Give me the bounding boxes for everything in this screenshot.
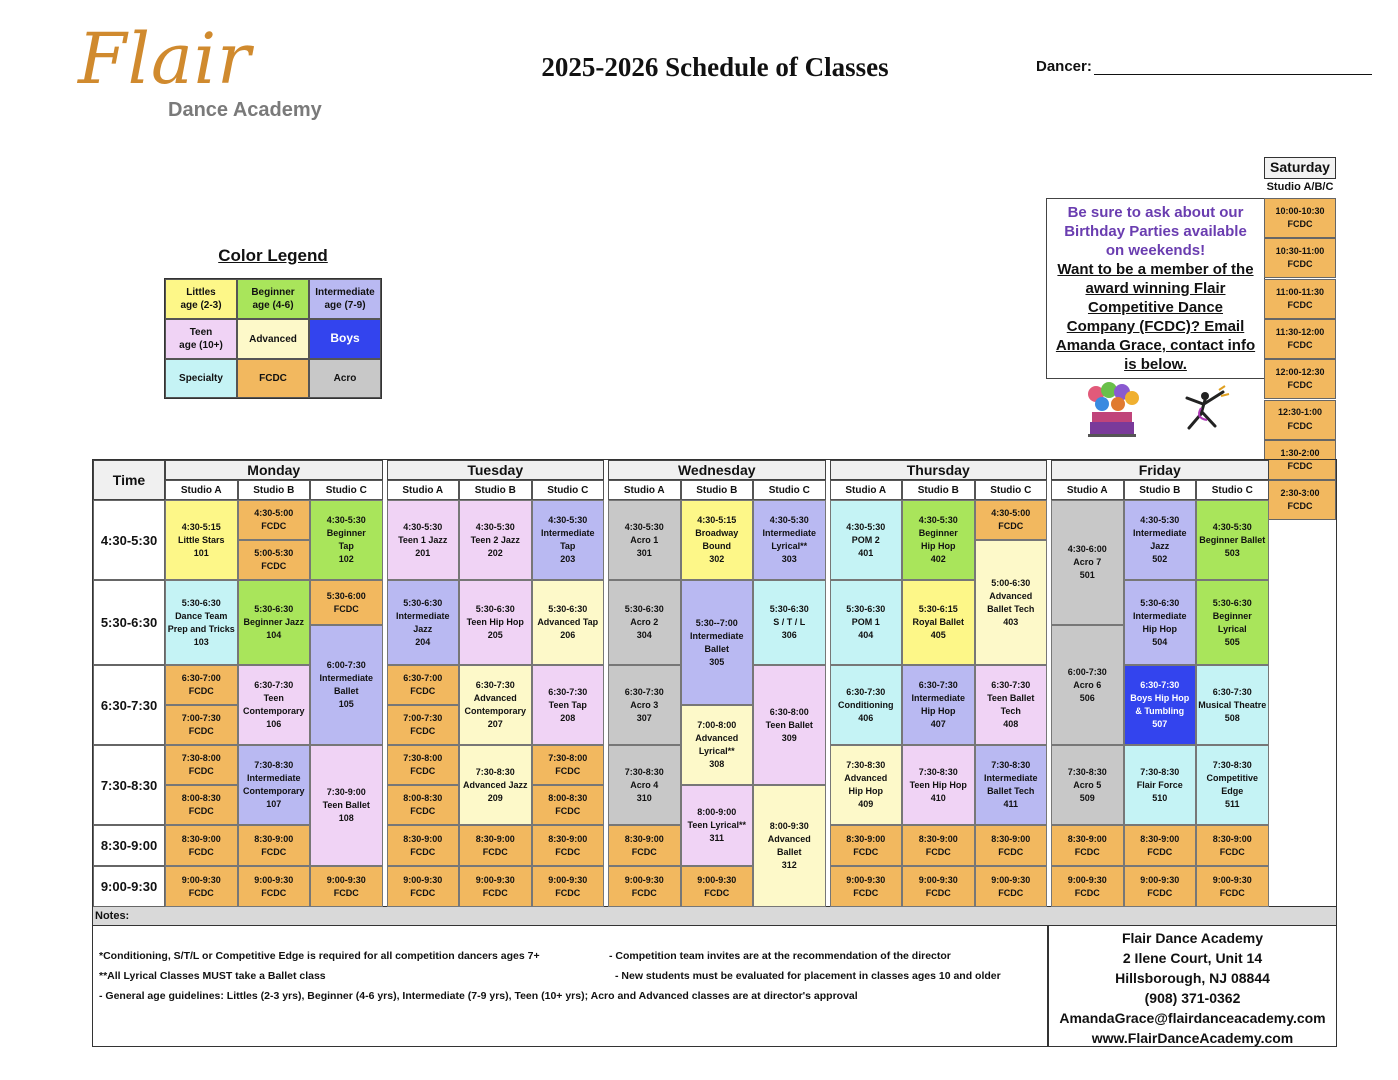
class-cell: 8:30-9:00 FCDC (165, 825, 238, 866)
studio-header: Studio C (532, 480, 605, 500)
dancer-name-field[interactable] (1036, 58, 1372, 75)
class-cell: 5:30--7:00 Intermediate Ballet 305 (681, 580, 754, 705)
class-cell: 7:00-7:30 FCDC (387, 705, 460, 745)
class-cell: 8:00-9:30 Advanced Ballet 312 (753, 785, 826, 907)
class-cell: 4:30-5:00 FCDC (238, 500, 311, 540)
academy-logo (78, 18, 368, 126)
class-cell: 6:30-8:00 Teen Ballet 309 (753, 665, 826, 785)
class-cell: 8:00-9:00 Teen Lyrical** 311 (681, 785, 754, 866)
legend-swatch: Advanced (237, 319, 309, 359)
studio-header: Studio B (459, 480, 532, 500)
promo-line: Be sure to ask about our (1067, 204, 1244, 221)
class-cell: 5:30-6:30 Advanced Tap 206 (532, 580, 605, 665)
time-slot-label: 5:30-6:30 (93, 580, 165, 665)
class-cell: 4:30-5:30 Intermediate Jazz 502 (1124, 500, 1197, 580)
class-cell: 4:30-5:30 Beginner Tap 102 (310, 500, 383, 580)
class-cell: 8:30-9:00 FCDC (902, 825, 975, 866)
class-cell: 8:30-9:00 FCDC (1124, 825, 1197, 866)
class-cell: 4:30-5:15 Broadway Bound 302 (681, 500, 754, 580)
class-cell: 8:30-9:00 FCDC (459, 825, 532, 866)
class-cell: 6:30-7:30 Teen Contemporary 106 (238, 665, 311, 745)
studio-header: Studio C (975, 480, 1048, 500)
promo-line: Competitive Dance (1087, 299, 1224, 316)
legend-swatch: Acro (309, 359, 381, 398)
contact-phone: (908) 371-0362 (1144, 990, 1241, 1006)
saturday-class: 10:30-11:00 FCDC (1264, 238, 1336, 278)
class-cell: 7:30-8:30 Advanced Hip Hop 409 (830, 745, 903, 825)
legend-swatch: Littles age (2-3) (165, 279, 237, 319)
class-cell: 5:00-5:30 FCDC (238, 540, 311, 580)
saturday-class: 11:00-11:30 FCDC (1264, 279, 1336, 319)
legend-swatch: Specialty (165, 359, 237, 398)
class-cell: 8:30-9:00 FCDC (387, 825, 460, 866)
contact-city: Hillsborough, NJ 08844 (1115, 970, 1270, 986)
studio-header: Studio A (387, 480, 460, 500)
studio-header: Studio C (1196, 480, 1269, 500)
class-cell: 8:30-9:00 FCDC (1196, 825, 1269, 866)
saturday-class: 11:30-12:00 FCDC (1264, 319, 1336, 359)
class-cell: 4:30-5:30 Acro 1 301 (608, 500, 681, 580)
class-cell: 7:30-8:30 Competitive Edge 511 (1196, 745, 1269, 825)
class-cell: 9:00-9:30 FCDC (387, 866, 460, 907)
class-cell: 4:30-5:30 POM 2 401 (830, 500, 903, 580)
page-title: 2025-2026 Schedule of Classes (541, 52, 889, 82)
class-cell: 6:30-7:00 FCDC (165, 665, 238, 705)
class-cell: 9:00-9:30 FCDC (1051, 866, 1124, 907)
class-cell: 6:30-7:30 Acro 3 307 (608, 665, 681, 745)
class-cell: 4:30-5:30 Intermediate Lyrical** 303 (753, 500, 826, 580)
class-cell: 5:30-6:30 Acro 2 304 (608, 580, 681, 665)
class-cell: 5:30-6:30 Dance Team Prep and Tricks 103 (165, 580, 238, 665)
class-cell: 9:00-9:30 FCDC (1196, 866, 1269, 907)
note-line: - Competition team invites are at the recommendation of the director (609, 950, 951, 962)
studio-header: Studio C (753, 480, 826, 500)
class-cell: 9:00-9:30 FCDC (238, 866, 311, 907)
time-slot-label: 7:30-8:30 (93, 745, 165, 825)
dancer-silhouette-icon (1175, 384, 1233, 436)
day-header: Friday (1051, 460, 1269, 480)
class-cell: 5:30-6:30 Beginner Jazz 104 (238, 580, 311, 665)
logo-subtitle: Dance Academy (168, 99, 322, 121)
legend-swatch: FCDC (237, 359, 309, 398)
notes-label: Notes: (92, 907, 1337, 926)
class-cell: 4:30-5:30 Teen 2 Jazz 202 (459, 500, 532, 580)
class-cell: 6:30-7:30 Teen Ballet Tech 408 (975, 665, 1048, 745)
time-column-header: Time (93, 460, 165, 500)
class-cell: 6:30-7:30 Musical Theatre 508 (1196, 665, 1269, 745)
class-cell: 5:30-6:00 FCDC (310, 580, 383, 625)
class-cell: 9:00-9:30 FCDC (1124, 866, 1197, 907)
day-header: Monday (165, 460, 383, 480)
class-cell: 7:30-8:30 Acro 4 310 (608, 745, 681, 825)
time-slot-label: 9:00-9:30 (93, 866, 165, 907)
studio-header: Studio A (165, 480, 238, 500)
class-cell: 5:30-6:30 Teen Hip Hop 205 (459, 580, 532, 665)
legend-swatch: Intermediate age (7-9) (309, 279, 381, 319)
day-header: Tuesday (387, 460, 605, 480)
promo-box (1046, 198, 1265, 379)
color-legend (164, 278, 382, 399)
studio-header: Studio B (902, 480, 975, 500)
contact-street: 2 Ilene Court, Unit 14 (1122, 950, 1263, 966)
class-cell: 6:30-7:30 Teen Tap 208 (532, 665, 605, 745)
day-header: Wednesday (608, 460, 826, 480)
class-cell: 6:00-7:30 Acro 6 506 (1051, 625, 1124, 745)
logo-script: Flair (78, 18, 252, 100)
dancer-name-line[interactable] (1094, 59, 1372, 75)
saturday-class: 12:00-12:30 FCDC (1264, 359, 1336, 399)
class-cell: 9:00-9:30 FCDC (310, 866, 383, 907)
promo-line: Amanda Grace, contact info (1055, 337, 1256, 354)
class-cell: 5:00-6:30 Advanced Ballet Tech 403 (975, 540, 1048, 665)
legend-swatch: Teen age (10+) (165, 319, 237, 359)
class-cell: 7:30-8:00 FCDC (532, 745, 605, 785)
class-cell: 4:30-5:30 Beginner Ballet 503 (1196, 500, 1269, 580)
saturday-class: 10:00-10:30 FCDC (1264, 198, 1336, 238)
promo-line: on weekends! (1105, 242, 1206, 259)
class-cell: 8:30-9:00 FCDC (608, 825, 681, 866)
class-cell: 9:00-9:30 FCDC (902, 866, 975, 907)
class-cell: 7:00-7:30 FCDC (165, 705, 238, 745)
time-slot-label: 8:30-9:00 (93, 825, 165, 866)
class-cell: 6:30-7:30 Intermediate Hip Hop 407 (902, 665, 975, 745)
legend-swatch: Boys (309, 319, 381, 359)
class-cell: 8:30-9:00 FCDC (1051, 825, 1124, 866)
class-cell: 7:30-8:30 Intermediate Contemporary 107 (238, 745, 311, 825)
class-cell: 4:30-5:30 Intermediate Tap 203 (532, 500, 605, 580)
time-slot-label: 6:30-7:30 (93, 665, 165, 745)
class-cell: 4:30-5:30 Beginner Hip Hop 402 (902, 500, 975, 580)
class-cell: 7:30-8:00 FCDC (165, 745, 238, 785)
day-header: Thursday (830, 460, 1048, 480)
dancer-label: Dancer: (1036, 58, 1092, 75)
class-cell: 9:00-9:30 FCDC (532, 866, 605, 907)
class-cell: 4:30-5:30 Teen 1 Jazz 201 (387, 500, 460, 580)
class-cell: 7:00-8:00 Advanced Lyrical** 308 (681, 705, 754, 785)
legend-title: Color Legend (218, 246, 328, 265)
class-cell: 7:30-9:00 Teen Ballet 108 (310, 745, 383, 866)
class-cell: 6:00-7:30 Intermediate Ballet 105 (310, 625, 383, 745)
saturday-class: 1:30-2:00 FCDC (1264, 440, 1336, 480)
class-cell: 9:00-9:30 FCDC (975, 866, 1048, 907)
promo-line: Company (FCDC)? Email (1066, 318, 1245, 335)
promo-line: Birthday Parties available (1064, 223, 1247, 240)
class-cell: 4:30-5:00 FCDC (975, 500, 1048, 540)
studio-header: Studio A (1051, 480, 1124, 500)
class-cell: 6:30-7:30 Boys Hip Hop & Tumbling 507 (1124, 665, 1197, 745)
notes-box (92, 926, 1048, 1047)
contact-email[interactable]: AmandaGrace@flairdanceacademy.com (1059, 1010, 1326, 1026)
note-line: **All Lyrical Classes MUST take a Ballet class (99, 970, 326, 982)
class-cell: 5:30-6:30 POM 1 404 (830, 580, 903, 665)
class-cell: 8:30-9:00 FCDC (532, 825, 605, 866)
class-cell: 7:30-8:30 Teen Hip Hop 410 (902, 745, 975, 825)
contact-name: Flair Dance Academy (1121, 930, 1264, 946)
studio-header: Studio B (681, 480, 754, 500)
contact-info (1048, 926, 1337, 1047)
class-cell: 7:30-8:30 Intermediate Ballet Tech 411 (975, 745, 1048, 825)
class-cell: 8:00-8:30 FCDC (532, 785, 605, 825)
legend-swatch: Beginner age (4-6) (237, 279, 309, 319)
note-line: - New students must be evaluated for placement in classes ages 10 and older (615, 970, 1001, 982)
promo-line: award winning Flair (1085, 280, 1226, 297)
class-cell: 7:30-8:30 Advanced Jazz 209 (459, 745, 532, 825)
class-cell: 7:30-8:30 Acro 5 509 (1051, 745, 1124, 825)
class-cell: 6:30-7:30 Conditioning 406 (830, 665, 903, 745)
class-cell: 8:00-8:30 FCDC (165, 785, 238, 825)
class-cell: 6:30-7:30 Advanced Contemporary 207 (459, 665, 532, 745)
studio-header: Studio B (1124, 480, 1197, 500)
note-line: - General age guidelines: Littles (2-3 yrs), Beginner (4-6 yrs), Intermediate (7-9 yrs), Teen (10+ yrs); Acro and Advanced classes are at director's approval (99, 990, 858, 1002)
saturday-header: Saturday (1264, 157, 1336, 179)
studio-header: Studio A (608, 480, 681, 500)
saturday-studio-header: Studio A/B/C (1266, 181, 1334, 193)
weekly-schedule-table (92, 459, 1337, 907)
class-cell: 5:30-6:30 S / T / L 306 (753, 580, 826, 665)
saturday-class: 2:30-3:00 FCDC (1264, 480, 1336, 520)
class-cell: 9:00-9:30 FCDC (459, 866, 532, 907)
class-cell: 8:30-9:00 FCDC (238, 825, 311, 866)
studio-header: Studio A (830, 480, 903, 500)
class-cell: 9:00-9:30 FCDC (681, 866, 754, 907)
contact-website[interactable]: www.FlairDanceAcademy.com (1091, 1030, 1294, 1046)
class-cell: 5:30-6:30 Intermediate Jazz 204 (387, 580, 460, 665)
class-cell: 5:30-6:30 Beginner Lyrical 505 (1196, 580, 1269, 665)
class-cell: 9:00-9:30 FCDC (608, 866, 681, 907)
class-cell: 9:00-9:30 FCDC (830, 866, 903, 907)
class-cell: 4:30-5:15 Little Stars 101 (165, 500, 238, 580)
studio-header: Studio B (238, 480, 311, 500)
class-cell: 5:30-6:30 Intermediate Hip Hop 504 (1124, 580, 1197, 665)
class-cell: 4:30-6:00 Acro 7 501 (1051, 500, 1124, 625)
studio-header: Studio C (310, 480, 383, 500)
class-cell: 7:30-8:00 FCDC (387, 745, 460, 785)
promo-line: is below. (1124, 356, 1187, 373)
class-cell: 8:30-9:00 FCDC (975, 825, 1048, 866)
class-cell: 5:30-6:15 Royal Ballet 405 (902, 580, 975, 665)
saturday-class: 12:30-1:00 FCDC (1264, 400, 1336, 440)
class-cell: 9:00-9:30 FCDC (165, 866, 238, 907)
class-cell: 8:30-9:00 FCDC (830, 825, 903, 866)
birthday-cake-icon (1082, 382, 1142, 438)
promo-line: Want to be a member of the (1057, 261, 1254, 278)
note-line: *Conditioning, S/T/L or Competitive Edge is required for all competition dancers ages 7+ (99, 950, 540, 962)
time-slot-label: 4:30-5:30 (93, 500, 165, 580)
class-cell: 6:30-7:00 FCDC (387, 665, 460, 705)
class-cell: 8:00-8:30 FCDC (387, 785, 460, 825)
class-cell: 7:30-8:30 Flair Force 510 (1124, 745, 1197, 825)
